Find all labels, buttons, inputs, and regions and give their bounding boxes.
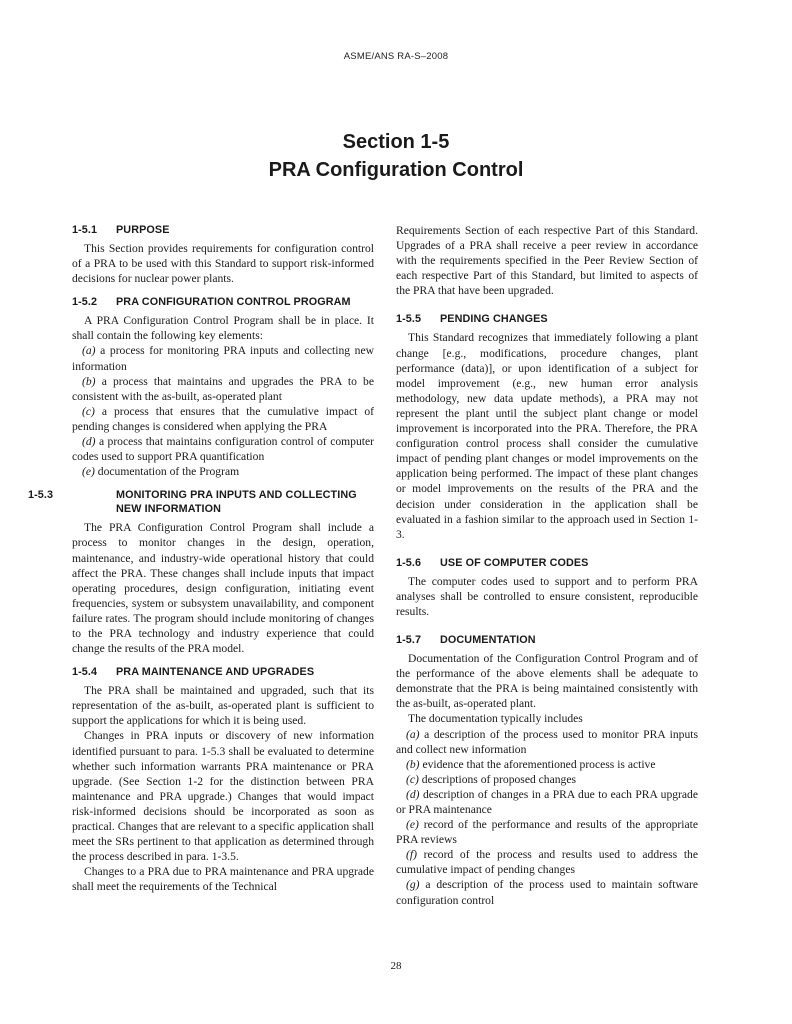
list-item: (c) descriptions of proposed changes — [406, 772, 577, 786]
purpose-paragraph: This Section provides requirements for configuration control of a PRA to be used with this Standard to support risk-informed decisions for nuclear power plants. — [72, 242, 374, 286]
heading-pending-changes: 1-5.5 PENDING CHANGES — [396, 313, 548, 326]
list-item: (e) documentation of the Program — [82, 465, 240, 479]
maintenance-paragraph-2: Changes in PRA inputs or discovery of new information identified pursuant to para. 1-5.3 shall be evaluated to determine whether such information warrants PRA maintenance or PRA upgrade. (See Section 1-2 for the distinction between PRA maintenance and PRA upgrade.) Changes that would impact risk-informed decisions should be incorporated as soon as practical. Changes that are relevant to a specific application shall meet the SRs pertinent to that application as determined through the process described in para. 1-3.5. — [72, 729, 374, 864]
pending-changes-paragraph: This Standard recognizes that immediately following a plant change [e.g., modifications, procedure changes, plant performance (data)], or upon identification of a subject for model improvement (e.g., new human error analysis methodology, new data update methods), a PRA may not represent the plant until the subject plant change or model improvement is incorporated into the PRA. Therefore, the PRA configuration control process shall consider the cumulative impact of pending plant changes or model improvements on the application being performed. The impact of these plant changes or model improvements on the results of the PRA and the decision under consideration in the application shall be evaluated in a fashion similar to the approach used in Section 1-3. — [396, 331, 698, 541]
running-head: ASME/ANS RA-S–2008 — [343, 51, 449, 62]
list-item: (e) record of the performance and results of the appropriate PRA reviews — [396, 818, 699, 847]
monitoring-paragraph: The PRA Configuration Control Program shall include a process to monitor changes in the design, operation, maintenance, and industry-wide operational history that could affect the PRA. These changes shall include inputs that impact operating procedures, design configuration, initiating event frequencies, system or subsystem unavailability, and component failure rates. The program should include monitoring of changes to the PRA technology and industry experience that could change the results of the PRA model. — [72, 521, 374, 656]
list-item: (b) a process that maintains and upgrades the PRA to be consistent with the as-built, as-operated plant — [72, 374, 374, 403]
heading-purpose: 1-5.1 PURPOSE — [72, 224, 170, 236]
maintenance-paragraph-3: Changes to a PRA due to PRA maintenance and PRA upgrade shall meet the requirements of the Technical — [72, 865, 374, 894]
right-column — [396, 223, 698, 908]
documentation-paragraph-1: Documentation of the Configuration Control Program and of the performance of the above elements shall be adequate to demonstrate that the PRA is being maintained consistently with the as-built, as-operated plant. — [396, 652, 698, 711]
list-item: (a) a description of the process used to monitor PRA inputs and collect new information — [396, 727, 699, 756]
maintenance-paragraph-3-continued: Requirements Section of each respective Part of this Standard. Upgrades of a PRA shall receive a peer review in accordance with the requirements specified in the Peer Review Section of each respective Part of this Standard, but limited to aspects of the PRA that have been upgraded. — [396, 224, 698, 298]
section-name: PRA Configuration Control — [268, 159, 524, 181]
list-item: (f) record of the process and results used to address the cumulative impact of pending changes — [396, 848, 698, 877]
heading-documentation: 1-5.7 DOCUMENTATION — [396, 634, 536, 647]
heading-config-control-program: 1-5.2 PRA CONFIGURATION CONTROL PROGRAM — [72, 296, 351, 309]
list-item: (g) a description of the process used to maintain software configuration control — [396, 878, 698, 907]
heading-computer-codes: 1-5.6 USE OF COMPUTER CODES — [396, 556, 589, 569]
program-paragraph: A PRA Configuration Control Program shall be in place. It shall contain the following key elements: — [72, 314, 374, 343]
section-number: Section 1-5 — [342, 131, 450, 153]
heading-monitoring-inputs: 1-5.3 MONITORING PRA INPUTS AND COLLECTING NEW INFORMATION — [28, 489, 357, 516]
left-column — [28, 223, 374, 894]
section-title — [0, 128, 792, 184]
list-item: (d) description of changes in a PRA due to each PRA upgrade or PRA maintenance — [396, 787, 698, 816]
heading-maintenance-upgrades: 1-5.4 PRA MAINTENANCE AND UPGRADES — [72, 666, 315, 679]
list-item: (a) a process for monitoring PRA inputs and collecting new information — [72, 344, 374, 373]
documentation-paragraph-2: The documentation typically includes — [408, 712, 583, 726]
list-item: (c) a process that ensures that the cumulative impact of pending changes is considered when applying the PRA — [72, 404, 374, 433]
maintenance-paragraph-1: The PRA shall be maintained and upgraded, such that its representation of the as-built, as-operated plant is sufficient to support the applications for which it is being used. — [72, 684, 374, 728]
list-item: (d) a process that maintains configuration control of computer codes used to support PRA quantification — [72, 435, 374, 464]
computer-codes-paragraph: The computer codes used to support and to perform PRA analyses shall be controlled to ensure consistent, reproducible results. — [396, 574, 698, 618]
page-number: 28 — [390, 960, 402, 972]
list-item: (b) evidence that the aforementioned process is active — [406, 757, 656, 771]
